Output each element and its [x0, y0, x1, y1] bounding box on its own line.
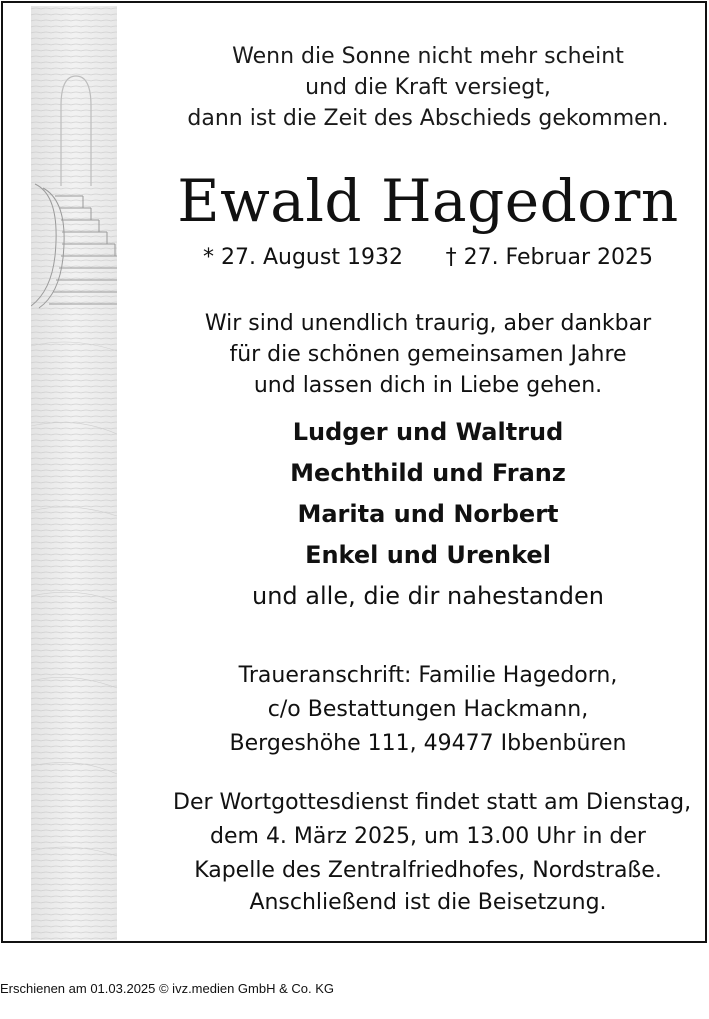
family-member: Ludger und Waltrud	[292, 418, 564, 446]
staircase-illustration	[31, 6, 117, 940]
gratitude-line: und lassen dich in Liebe gehen.	[253, 373, 603, 398]
publication-footer: Erschienen am 01.03.2025 © ivz.medien GmbH & Co. KG	[0, 981, 335, 996]
verse-line: und die Kraft versiegt,	[305, 75, 551, 100]
service-line: dem 4. März 2025, um 13.00 Uhr in der	[210, 824, 646, 849]
gratitude-text	[173, 308, 683, 401]
family-member: Mechthild und Franz	[290, 459, 566, 487]
deceased-name: Ewald Hagedorn	[177, 167, 679, 235]
verse-line: Wenn die Sonne nicht mehr scheint	[232, 44, 624, 69]
gratitude-line: Wir sind unendlich traurig, aber dankbar	[204, 311, 652, 336]
service-info	[173, 786, 692, 888]
service-line: Kapelle des Zentralfriedhofes, Nordstraße.	[194, 858, 662, 883]
verse	[173, 41, 683, 134]
address-line: Traueranschrift: Familie Hagedorn,	[238, 663, 618, 688]
address-line: c/o Bestattungen Hackmann,	[267, 697, 589, 722]
mourning-address	[173, 659, 683, 761]
address-line: Bergeshöhe 111, 49477 Ibbenbüren	[229, 731, 627, 756]
service-line: Der Wortgottesdienst findet statt am Dienstag,	[173, 790, 692, 815]
others-line: und alle, die dir nahestanden	[252, 582, 604, 610]
burial-info: Anschließend ist die Beisetzung.	[249, 890, 607, 915]
family-list	[173, 412, 683, 576]
obituary-notice	[1, 1, 707, 943]
family-member: Enkel und Urenkel	[305, 541, 551, 569]
death-date: † 27. Februar 2025	[445, 245, 653, 270]
family-member: Marita und Norbert	[297, 500, 559, 528]
birth-date: * 27. August 1932	[203, 245, 403, 270]
verse-line: dann ist die Zeit des Abschieds gekommen.	[187, 106, 669, 131]
gratitude-line: für die schönen gemeinsamen Jahre	[229, 342, 627, 367]
